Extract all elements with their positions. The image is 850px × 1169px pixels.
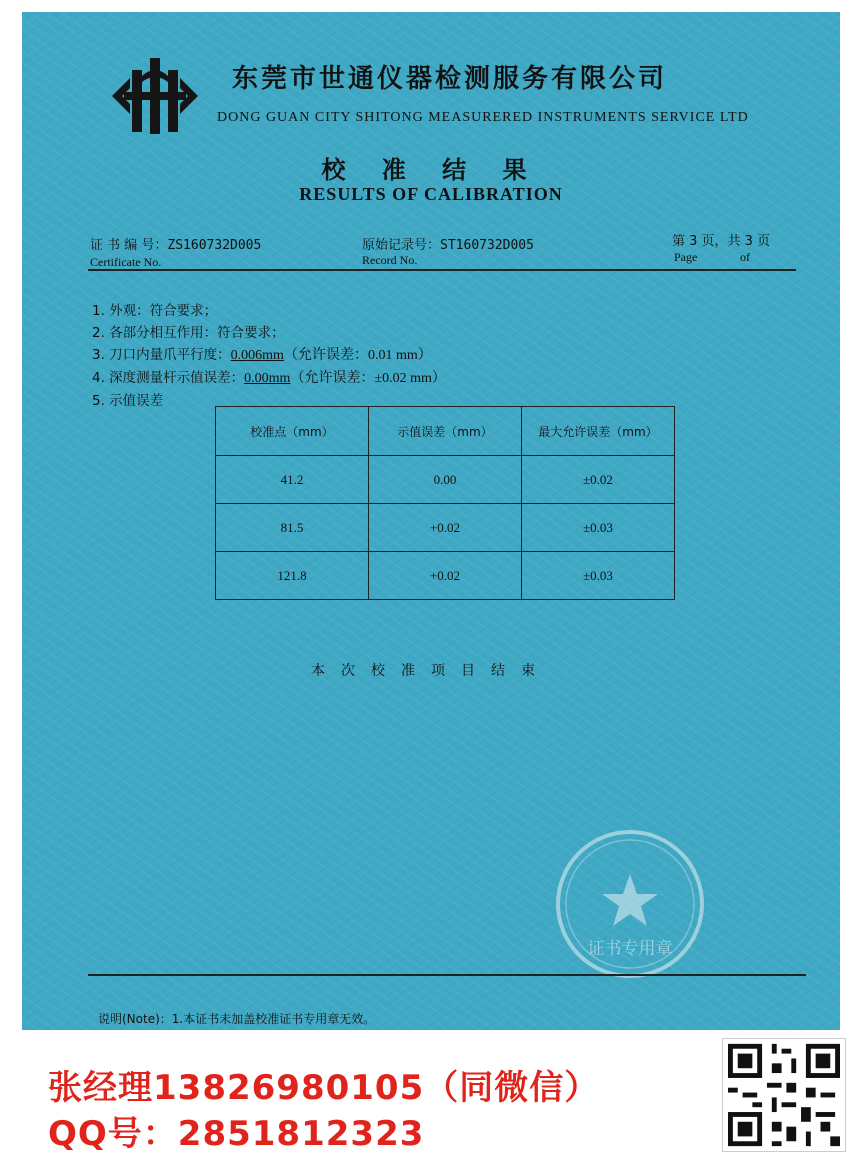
table-row: [216, 552, 675, 600]
table-header-row: [216, 407, 675, 456]
item-jaw-parallelism-value: 0.006mm: [230, 348, 284, 363]
record-number-value: ST160732D005: [440, 238, 534, 253]
certificate-sheet: [22, 12, 840, 1030]
item-appearance: 1. 外观：符合要求；: [92, 303, 218, 319]
end-of-calibration-note: 本次校准项目结束: [311, 663, 551, 679]
item-jaw-parallelism-note: （允许误差：0.01 mm）: [283, 348, 432, 363]
company-name-en: DONG GUAN CITY SHITONG MEASURERED INSTRUMENTS SERVICE LTD: [217, 110, 749, 125]
cell-max-permissible-error: ±0.02: [522, 456, 675, 504]
footer-note: [98, 1010, 375, 1027]
item-depth-rod-error-value: 0.00mm: [244, 371, 291, 386]
results-table: [215, 406, 675, 600]
cell-indication-error: +0.02: [369, 552, 522, 600]
table-row: [216, 456, 675, 504]
page-indicator-cn: 第 3 页，共 3 页: [672, 234, 771, 249]
record-number: [362, 234, 534, 253]
star-icon: [602, 874, 658, 926]
page-label-en: Page: [674, 250, 698, 264]
cell-calibration-point: 41.2: [216, 456, 369, 504]
cell-calibration-point: 81.5: [216, 504, 369, 552]
item-interaction: 2. 各部分相互作用：符合要求；: [92, 325, 285, 341]
table-row: [216, 504, 675, 552]
item-depth-rod-error: [92, 367, 446, 390]
contact-qq-line: QQ号：2851812323: [48, 1114, 425, 1154]
item-jaw-parallelism: [92, 344, 446, 367]
qr-code-icon: [722, 1038, 846, 1152]
company-logo: [110, 56, 200, 136]
header-max-permissible-error: 最大允许误差（mm）: [522, 407, 675, 456]
cell-calibration-point: 121.8: [216, 552, 369, 600]
contact-phone-line: 张经理13826980105（同微信）: [48, 1068, 600, 1108]
certificate-label-cn: 证 书 编 号：: [90, 238, 168, 253]
header-indication-error: 示值误差（mm）: [369, 407, 522, 456]
record-label-cn: 原始记录号：: [362, 238, 441, 253]
item-indication-error: 5. 示值误差: [92, 393, 164, 409]
document-title-cn: 校 准 结 果: [321, 156, 541, 184]
document-title-en: RESULTS OF CALIBRATION: [299, 184, 563, 204]
footer-divider: [88, 974, 806, 976]
item-jaw-parallelism-label: 3. 刀口内量爪平行度：: [92, 347, 231, 363]
cell-max-permissible-error: ±0.03: [522, 504, 675, 552]
item-depth-rod-error-note: （允许误差：±0.02 mm）: [290, 371, 446, 386]
certificate-number: [90, 234, 261, 253]
of-label-en: of: [740, 250, 750, 264]
cell-indication-error: 0.00: [369, 456, 522, 504]
item-depth-rod-error-label: 4. 深度测量杆示值误差：: [92, 370, 245, 386]
certificate-seal-stamp: [550, 824, 710, 984]
company-name-cn: 东莞市世通仪器检测服务有限公司: [232, 64, 668, 94]
certificate-number-value: ZS160732D005: [167, 238, 262, 253]
cell-indication-error: +0.02: [369, 504, 522, 552]
calibration-items: [92, 300, 446, 412]
cell-max-permissible-error: ±0.03: [522, 552, 675, 600]
seal-text: 证书专用章: [587, 939, 673, 959]
record-label-en: Record No.: [362, 253, 418, 267]
certificate-label-en: Certificate No.: [90, 255, 162, 269]
footer-note-text: 1.本证书未加盖校准证书专用章无效。: [171, 1012, 376, 1026]
header-calibration-point: 校准点（mm）: [216, 407, 369, 456]
header-divider: [88, 269, 796, 271]
footer-note-label: 说明(Note)：: [98, 1012, 172, 1026]
